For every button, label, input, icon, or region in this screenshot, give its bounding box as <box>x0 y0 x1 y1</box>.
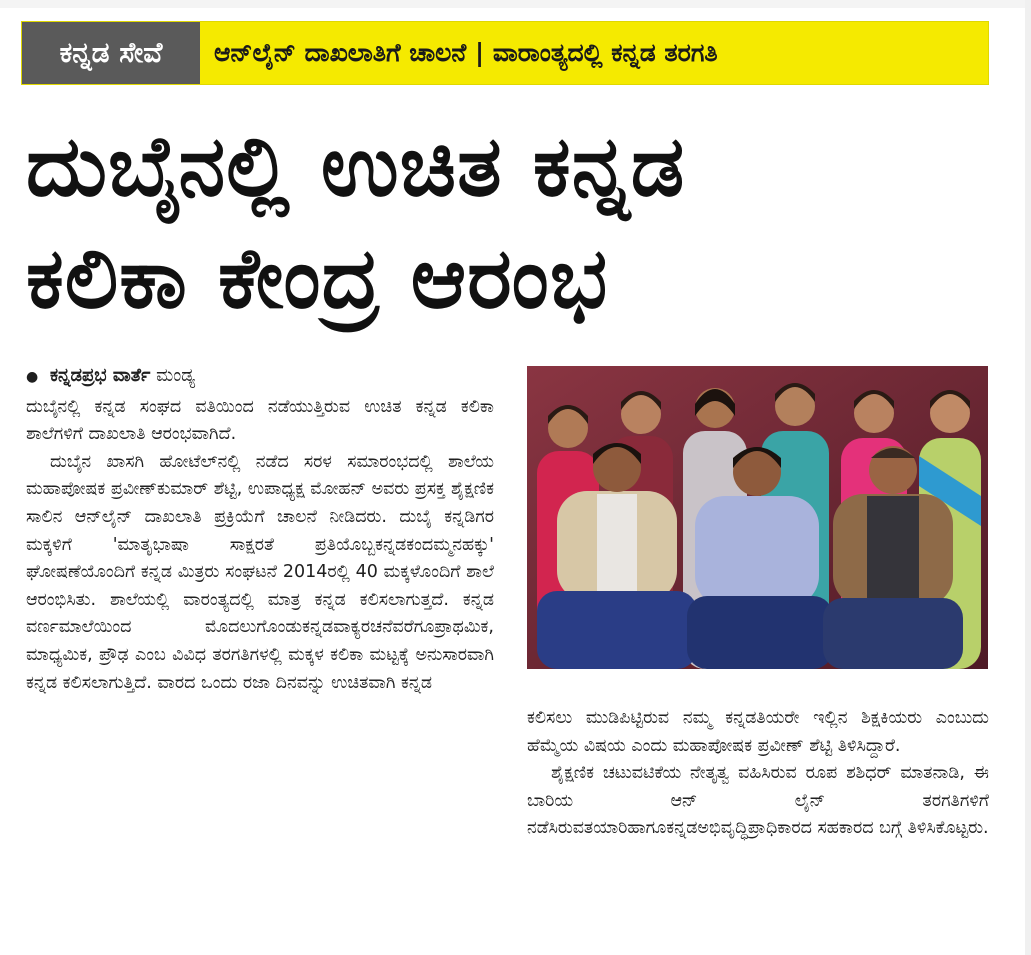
headline-line-1: ದುಬೈನಲ್ಲಿ ಉಚಿತ ಕನ್ನಡ <box>26 117 686 215</box>
group-photo-illustration <box>527 366 988 669</box>
article-column-left <box>26 362 494 697</box>
headline-line-2: ಕಲಿಕಾ ಕೇಂದ್ರ ಆರಂಭ <box>26 229 609 327</box>
headline <box>26 110 826 334</box>
article-paragraph: ಕಲಿಸಲು ಮುಡಿಪಿಟ್ಟಿರುವ ನಮ್ಮ ಕನ್ನಡತಿಯರೇ ಇಲ್ಲಿನ ಶಿಕ್ಷಕಿಯರು ಎಂಬುದು ಹೆಮ್ಮೆಯ ವಿಷಯ ಎಂದು ಮಹಾಪೋಷಕ ಪ್ರವೀಣ್ ಶೆಟ್ಟಿ ತಿಳಿಸಿದ್ದಾರೆ. <box>527 708 989 756</box>
group-photo <box>527 366 988 669</box>
byline-source: ಕನ್ನಡಪ್ರಭ ವಾರ್ತೆ <box>49 365 151 386</box>
byline-place: ಮಂಡ್ಯ <box>156 365 196 386</box>
top-edge-strip <box>0 0 1031 8</box>
article-column-right <box>527 705 989 843</box>
section-tag: ಕನ್ನಡ ಸೇವೆ <box>22 22 200 84</box>
article-paragraph: ದುಬೈನಲ್ಲಿ ಕನ್ನಡ ಸಂಘದ ವತಿಯಿಂದ ನಡೆಯುತ್ತಿರುವ ಉಚಿತ ಕನ್ನಡ ಕಲಿಕಾ ಶಾಲೆಗಳಿಗೆ ದಾಖಲಾತಿ ಆರಂಭವಾಗಿದೆ. <box>26 396 494 445</box>
section-banner <box>22 22 988 84</box>
article-paragraph: ದುಬೈನ ಖಾಸಗಿ ಹೋಟೆಲ್‌ನಲ್ಲಿ ನಡೆದ ಸರಳ ಸಮಾರಂಭದಲ್ಲಿ ಶಾಲೆಯ ಮಹಾಪೋಷಕ ಪ್ರವೀಣ್‌ಕುಮಾರ್ ಶೆಟ್ಟಿ, ಉಪಾಧ್ಯಕ್ಷ ಮೋಹನ್ ಅವರು ಪ್ರಸಕ್ತ ಶೈಕ್ಷಣಿಕ ಸಾಲಿನ ಆನ್‌ಲೈನ್ ದಾಖಲಾತಿ ಪ್ರಕ್ರಿಯೆಗೆ ಚಾಲನೆ ನೀಡಿದರು. ದುಬೈ ಕನ್ನಡಿಗರ ಮಕ್ಕಳಿಗೆ 'ಮಾತೃಭಾಷಾ ಸಾಕ್ಷರತೆ ಪ್ರತಿಯೊಬ್ಬಕನ್ನಡಕಂದಮ್ಮನಹಕ್ಕು' ಘೋಷಣೆಯೊಂದಿಗೆ ಕನ್ನಡ ಮಿತ್ರರು ಸಂಘಟನೆ 2014ರಲ್ಲಿ 40 ಮಕ್ಕಳೊಂದಿಗೆ ಶಾಲೆ ಆರಂಭಿಸಿತು. ಶಾಲೆಯಲ್ಲಿ ವಾರಂತ್ಯದಲ್ಲಿ ಮಾತ್ರ ಕನ್ನಡ ಕಲಿಸಲಾಗುತ್ತದೆ. ಕನ್ನಡ ವರ್ಣಮಾಲೆಯಿಂದ ಮೊದಲುಗೊಂಡುಕನ್ನಡವಾಕ್ಯರಚನೆವರೆಗೂಪ್ರಾಥಮಿಕ, ಮಾಧ್ಯಮಿಕ, ಪ್ರೌಢ ಎಂಬ ವಿವಿಧ ತರಗತಿಗಳಲ್ಲಿ ಮಕ್ಕಳ ಕಲಿಕಾ ಮಟ್ಟಕ್ಕೆ ಅನುಸಾರವಾಗಿ ಕನ್ನಡ ಕಲಿಸಲಾಗುತ್ತಿದೆ. ವಾರದ ಒಂದು ರಜಾ ದಿನವನ್ನು ಉಚಿತವಾಗಿ ಕನ್ನಡ <box>26 451 494 693</box>
article-paragraph: ಶೈಕ್ಷಣಿಕ ಚಟುವಟಿಕೆಯ ನೇತೃತ್ವ ವಹಿಸಿರುವ ರೂಪ ಶಶಿಧರ್ ಮಾತನಾಡಿ, ಈ ಬಾರಿಯ ಆನ್ ಲೈನ್ ತರಗತಿಗಳಿಗೆ ನಡೆಸಿರುವತಯಾರಿಹಾಗೂಕನ್ನಡಅಭಿವೃದ್ಧಿಪ್ರಾಧಿಕಾರದ ಸಹಕಾರದ ಬಗ್ಗೆ ತಿಳಿಸಿಕೊಟ್ಟರು. <box>527 763 989 839</box>
banner-strapline: ಆನ್‌ಲೈನ್ ದಾಖಲಾತಿಗೆ ಚಾಲನೆ | ವಾರಾಂತ್ಯದಲ್ಲಿ ಕನ್ನಡ ತರಗತಿ <box>200 22 988 84</box>
bullet-icon: ● <box>26 369 39 385</box>
page-edge-strip <box>1025 0 1031 955</box>
byline <box>26 362 494 392</box>
